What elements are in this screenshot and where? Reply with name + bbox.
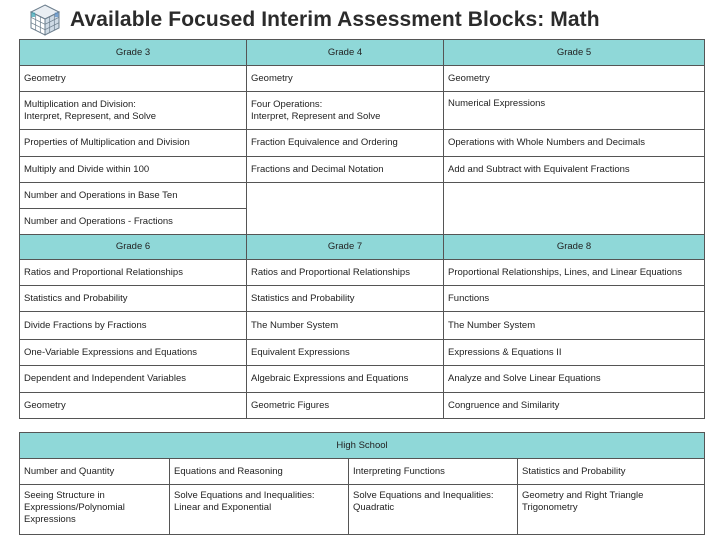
table-cell: Geometry — [444, 66, 705, 92]
table-cell: Proportional Relationships, Lines, and Linear Equations — [444, 260, 705, 286]
high-school-table — [19, 432, 705, 535]
table-cell: Interpreting Functions — [349, 459, 518, 485]
grades-6-8-table — [19, 234, 705, 419]
empty-cell — [444, 183, 705, 209]
cube-logo-icon — [28, 3, 62, 37]
empty-cell — [247, 183, 444, 209]
table-cell: Ratios and Proportional Relationships — [20, 260, 247, 286]
table-cell: Congruence and Similarity — [444, 393, 705, 419]
table-cell: Operations with Whole Numbers and Decimals — [444, 130, 705, 157]
table-cell: Multiply and Divide within 100 — [20, 157, 247, 183]
table-cell: Fractions and Decimal Notation — [247, 157, 444, 183]
table-cell: Equations and Reasoning — [170, 459, 349, 485]
grade-6-header: Grade 6 — [20, 235, 247, 260]
grade-3-header: Grade 3 — [20, 40, 247, 66]
table-cell: Geometry — [20, 66, 247, 92]
page-title: Available Focused Interim Assessment Blocks: Math — [70, 8, 600, 31]
table-cell: The Number System — [444, 312, 705, 340]
table-cell: Algebraic Expressions and Equations — [247, 366, 444, 393]
empty-cell — [247, 209, 444, 235]
title-bar — [28, 2, 600, 38]
table-cell: Number and Operations - Fractions — [20, 209, 247, 235]
table-cell: Statistics and Probability — [518, 459, 705, 485]
table-cell: Geometry — [20, 393, 247, 419]
table-cell: Geometry — [247, 66, 444, 92]
table-cell: Number and Quantity — [20, 459, 170, 485]
table-cell: The Number System — [247, 312, 444, 340]
table-cell: Multiplication and Division: Interpret, Represent, and Solve — [20, 92, 247, 130]
table-cell: Dependent and Independent Variables — [20, 366, 247, 393]
table-cell: Solve Equations and Inequalities: Quadratic — [349, 485, 518, 535]
table-cell: Statistics and Probability — [20, 286, 247, 312]
table-cell: Four Operations: Interpret, Represent and Solve — [247, 92, 444, 130]
table-cell: Divide Fractions by Fractions — [20, 312, 247, 340]
table-cell: Add and Subtract with Equivalent Fractions — [444, 157, 705, 183]
table-cell: Numerical Expressions — [444, 92, 705, 130]
table-cell: Equivalent Expressions — [247, 340, 444, 366]
empty-cell — [444, 209, 705, 235]
grade-5-header: Grade 5 — [444, 40, 705, 66]
table-cell: Analyze and Solve Linear Equations — [444, 366, 705, 393]
table-cell: Properties of Multiplication and Division — [20, 130, 247, 157]
high-school-header: High School — [20, 433, 705, 459]
table-cell: Statistics and Probability — [247, 286, 444, 312]
table-cell: Number and Operations in Base Ten — [20, 183, 247, 209]
table-cell: Functions — [444, 286, 705, 312]
table-cell: Fraction Equivalence and Ordering — [247, 130, 444, 157]
table-cell: Expressions & Equations II — [444, 340, 705, 366]
grade-8-header: Grade 8 — [444, 235, 705, 260]
table-cell: One-Variable Expressions and Equations — [20, 340, 247, 366]
table-cell: Seeing Structure in Expressions/Polynomial Expressions — [20, 485, 170, 535]
table-cell: Geometry and Right Triangle Trigonometry — [518, 485, 705, 535]
table-cell: Geometric Figures — [247, 393, 444, 419]
table-cell: Solve Equations and Inequalities: Linear and Exponential — [170, 485, 349, 535]
table-cell: Ratios and Proportional Relationships — [247, 260, 444, 286]
grade-7-header: Grade 7 — [247, 235, 444, 260]
grade-4-header: Grade 4 — [247, 40, 444, 66]
grades-3-5-table — [19, 39, 705, 235]
